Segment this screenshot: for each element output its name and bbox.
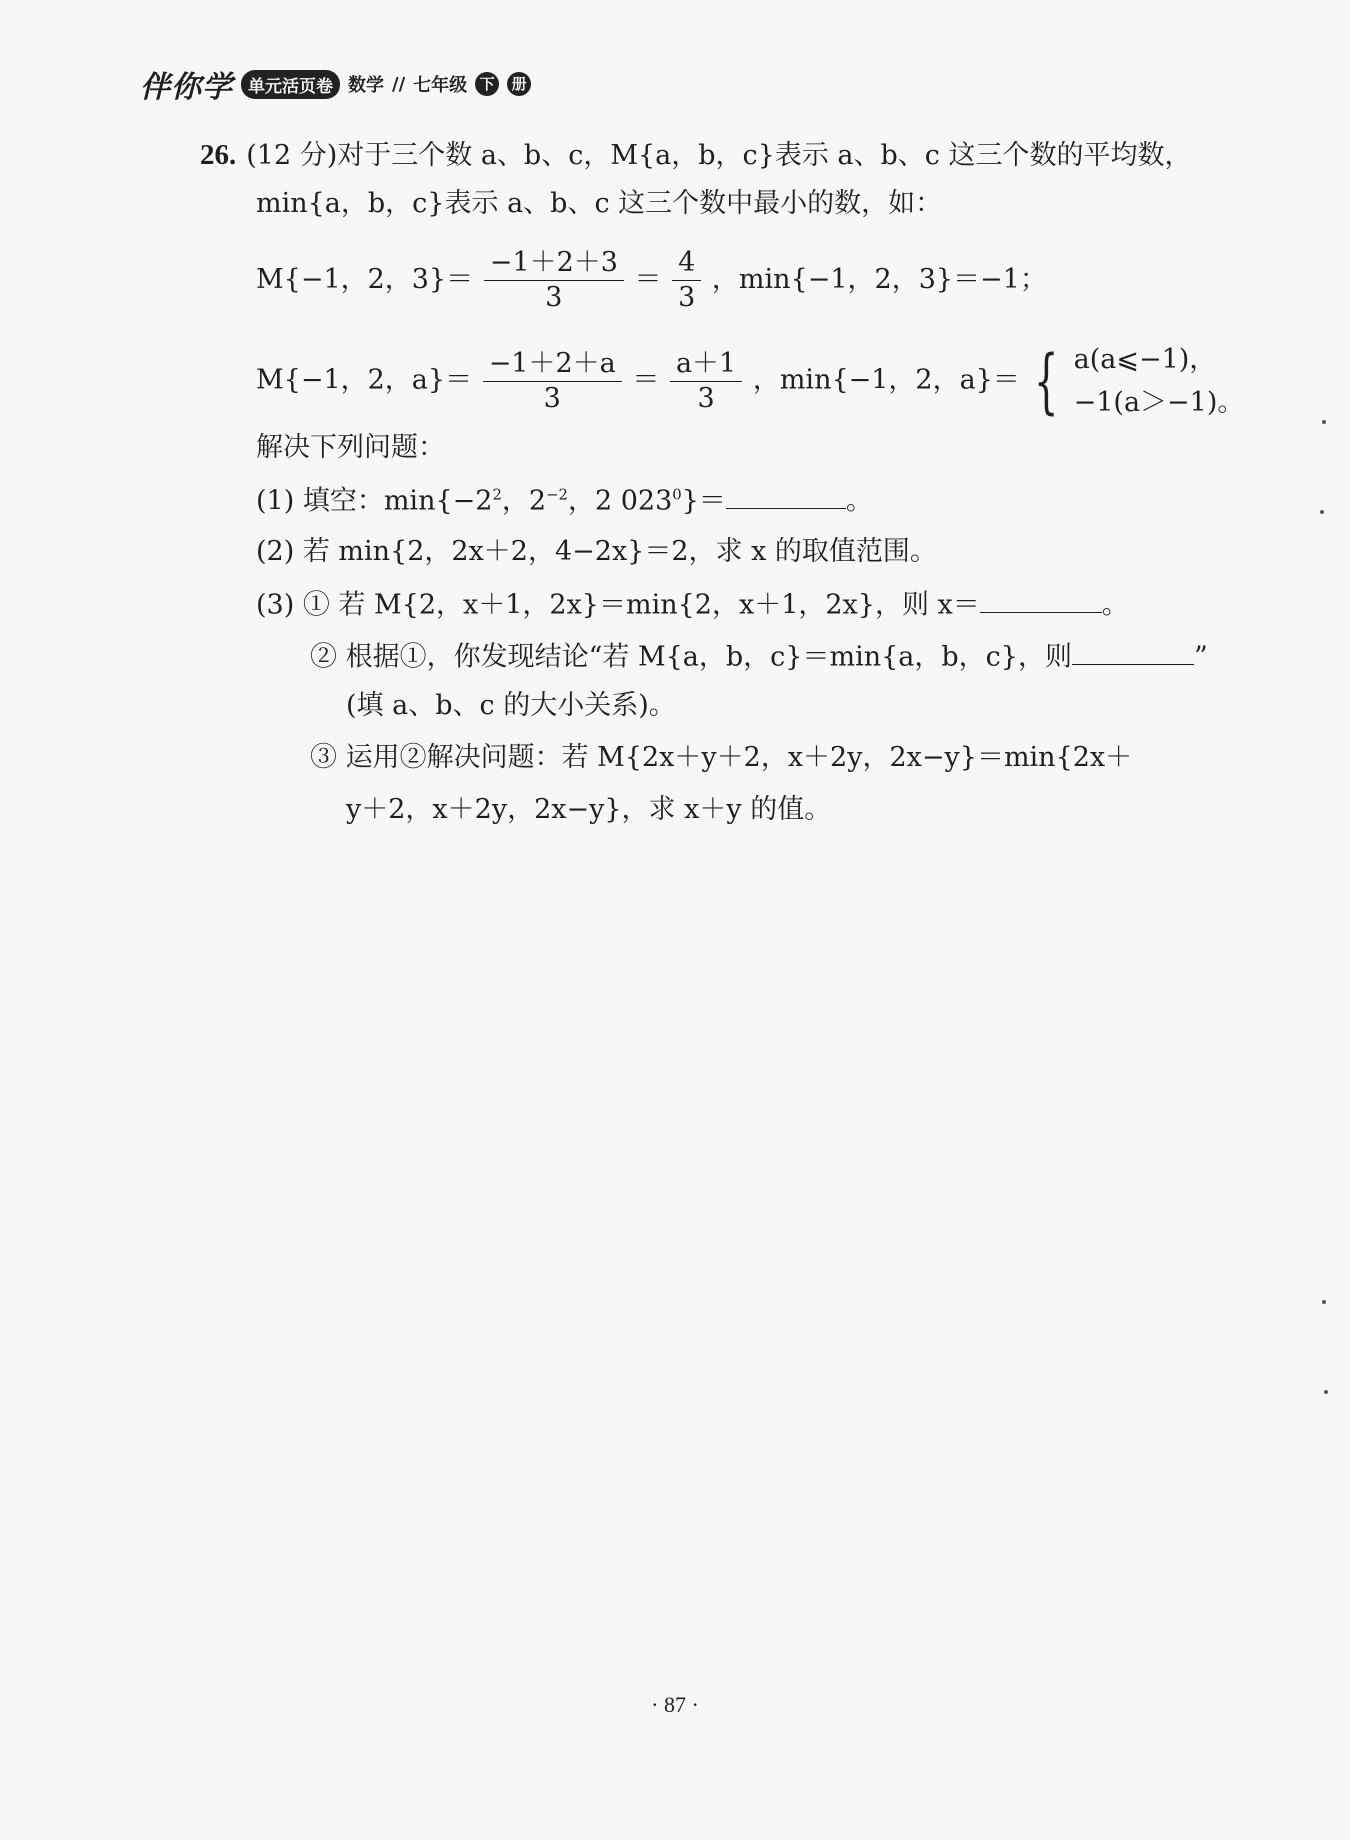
question-intro-line1 bbox=[200, 138, 1192, 173]
part-1-end: 。 bbox=[845, 485, 873, 517]
part-3-1-text: (3) ① 若 M{2，x＋1，2x}＝min{2，x＋1，2x}，则 x＝ bbox=[256, 589, 980, 621]
fraction-denominator: 3 bbox=[545, 281, 563, 313]
example-1-right: ，min{−1，2，3}＝−1； bbox=[711, 263, 1047, 295]
part-1-mid2: ，2 023 bbox=[567, 485, 673, 517]
example-2-fraction-1 bbox=[483, 347, 622, 416]
example-2 bbox=[256, 338, 1244, 424]
example-1-fraction-2 bbox=[672, 246, 701, 315]
book-header bbox=[140, 62, 531, 106]
part-2: (2) 若 min{2，2x＋2，4−2x}＝2，求 x 的取值范围。 bbox=[256, 536, 937, 567]
question-number: 26. bbox=[200, 139, 237, 171]
part-3-2 bbox=[310, 640, 1208, 674]
part-3-2-text: ② 根据①，你发现结论“若 M{a，b，c}＝min{a，b，c}，则 bbox=[310, 641, 1072, 673]
example-2-left: M{−1，2，a}＝ bbox=[256, 364, 473, 396]
answer-blank-2[interactable] bbox=[980, 588, 1102, 613]
volume-badge: 下 bbox=[475, 72, 499, 96]
fraction-numerator: a＋1 bbox=[670, 347, 742, 382]
part-3-3-line1: ③ 运用②解决问题：若 M{2x＋y＋2，x＋2y，2x−y}＝min{2x＋ bbox=[310, 742, 1133, 773]
exponent: −2 bbox=[546, 485, 568, 504]
fraction-numerator: 4 bbox=[672, 246, 701, 281]
book-badge: 册 bbox=[507, 72, 531, 96]
equals-sign: ＝ bbox=[632, 364, 660, 396]
grade-label: 七年级 bbox=[413, 75, 468, 96]
intro-text-1: (12 分)对于三个数 a、b、c，M{a，b，c}表示 a、b、c 这三个数的平均数， bbox=[246, 140, 1192, 171]
example-1-left: M{−1，2，3}＝ bbox=[256, 263, 474, 295]
scan-speck bbox=[1322, 1300, 1326, 1304]
equals-sign: ＝ bbox=[634, 263, 662, 295]
series-label: 单元活页卷 bbox=[241, 70, 340, 99]
question-intro-line2: min{a，b，c}表示 a、b、c 这三个数中最小的数，如： bbox=[256, 188, 943, 219]
case-2: −1(a＞−1)。 bbox=[1073, 387, 1245, 419]
fraction-numerator: −1＋2＋a bbox=[483, 347, 622, 382]
example-2-fraction-2 bbox=[670, 347, 742, 416]
piecewise-cases bbox=[1074, 338, 1245, 424]
part-3-3-line2: y＋2，x＋2y，2x−y}，求 x＋y 的值。 bbox=[346, 794, 832, 825]
part-1 bbox=[256, 484, 873, 518]
scan-speck bbox=[1320, 510, 1324, 514]
subject-label: 数学 bbox=[348, 75, 384, 96]
part-3-2-end: ” bbox=[1193, 641, 1208, 673]
solve-heading: 解决下列问题： bbox=[256, 432, 445, 463]
answer-blank-1[interactable] bbox=[726, 484, 846, 509]
fraction-denominator: 3 bbox=[697, 382, 715, 414]
fraction-denominator: 3 bbox=[678, 281, 696, 313]
brand-title: 伴你学 bbox=[140, 70, 233, 105]
fraction-denominator: 3 bbox=[543, 382, 561, 414]
part-3-1 bbox=[256, 588, 1129, 622]
exponent: 2 bbox=[492, 485, 502, 504]
example-1-fraction-1 bbox=[484, 246, 624, 315]
header-separator: // bbox=[392, 73, 406, 95]
page-number: · 87 · bbox=[651, 1692, 699, 1717]
exponent: 0 bbox=[672, 485, 682, 504]
part-3-2-note: (填 a、b、c 的大小关系)。 bbox=[346, 690, 676, 721]
example-2-mid: ，min{−1，2，a}＝ bbox=[752, 364, 1020, 396]
part-1-suffix: }＝ bbox=[681, 485, 726, 517]
example-1 bbox=[256, 246, 1047, 315]
scan-speck bbox=[1324, 1390, 1328, 1394]
cases-brace: { bbox=[1034, 340, 1060, 423]
part-3-1-end: 。 bbox=[1101, 589, 1129, 621]
answer-blank-3[interactable] bbox=[1072, 640, 1194, 665]
case-1: a(a⩽−1)， bbox=[1073, 344, 1217, 375]
scan-speck bbox=[1322, 420, 1326, 424]
part-1-prefix: (1) 填空：min{−2 bbox=[256, 485, 493, 517]
part-1-mid1: ，2 bbox=[501, 485, 547, 517]
fraction-numerator: −1＋2＋3 bbox=[484, 246, 624, 281]
